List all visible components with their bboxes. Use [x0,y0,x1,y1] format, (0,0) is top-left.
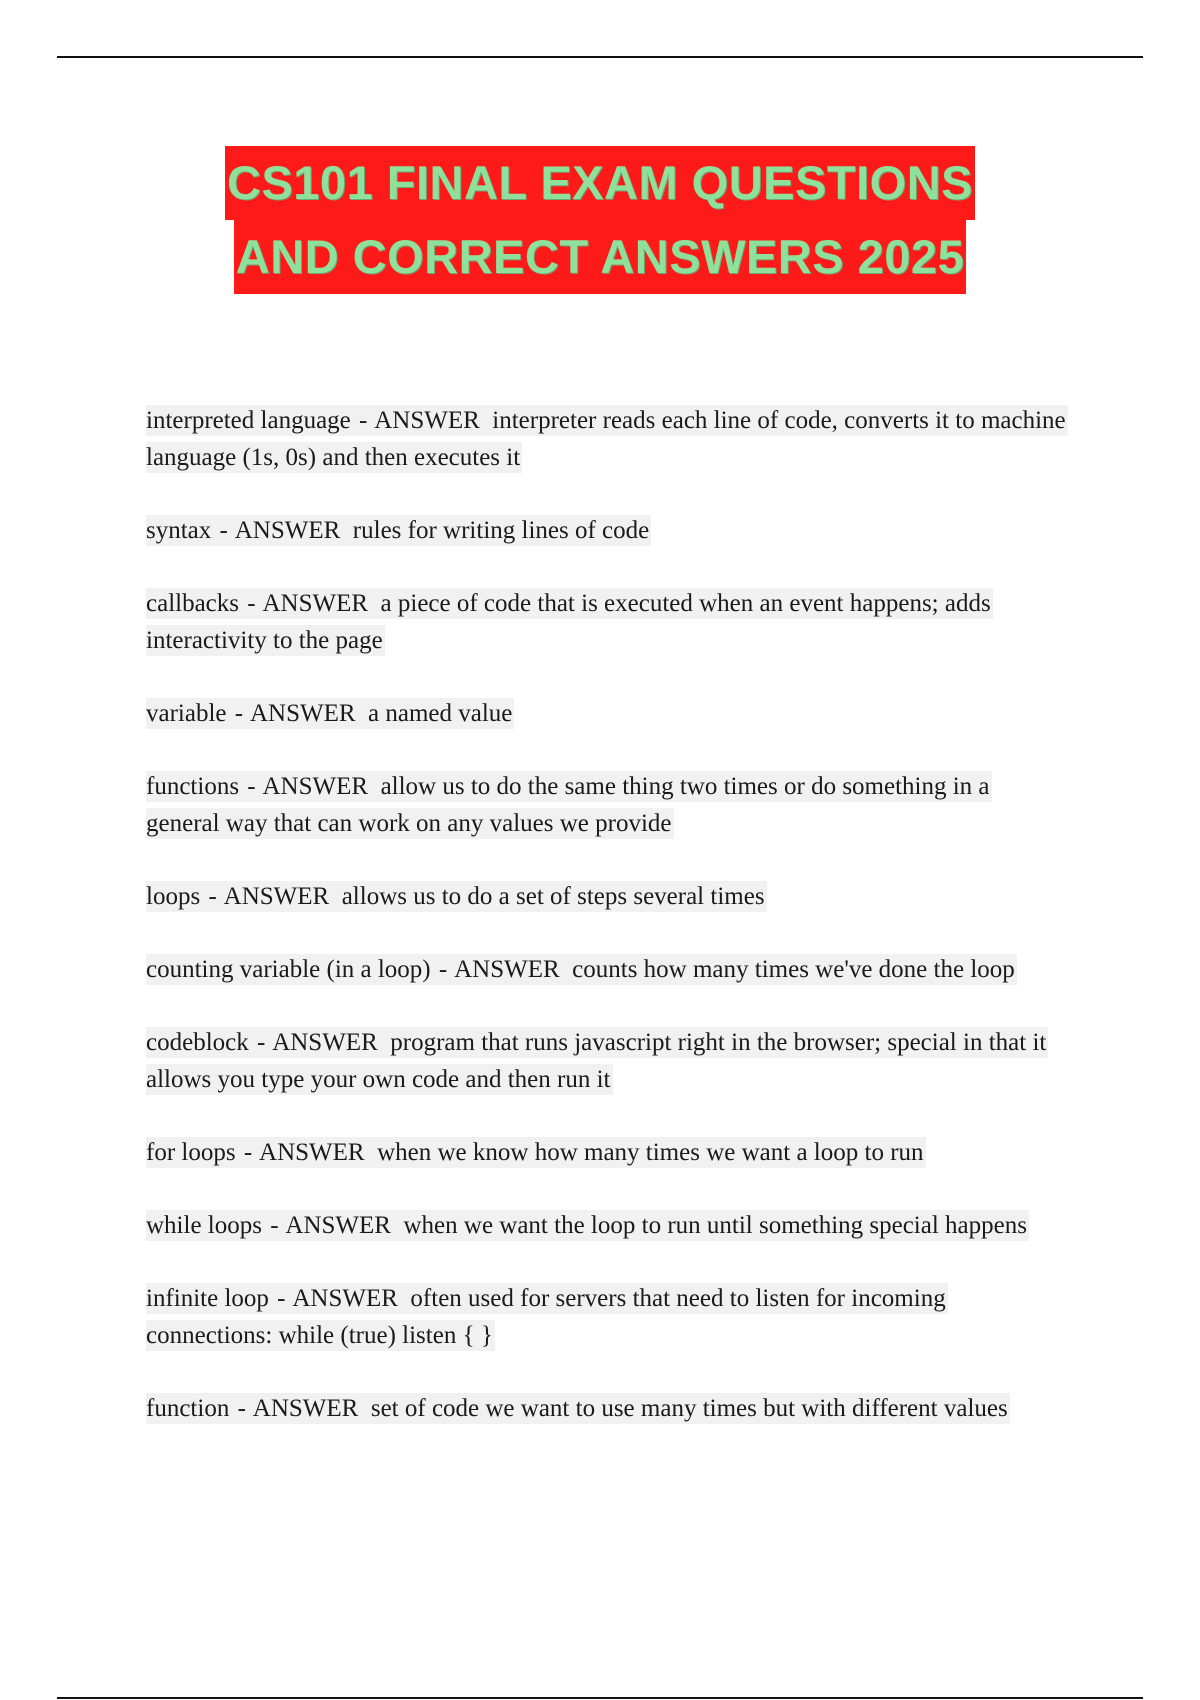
qa-term: counting variable (in a loop) [146,956,431,983]
qa-answer: interpreter reads each line of code, converts it to machine language (1s, 0s) and then executes it [146,407,1066,471]
qa-term: codeblock [146,1029,249,1056]
qa-separator: - [359,407,368,434]
qa-item [146,1024,1066,1098]
qa-term: infinite loop [146,1285,269,1312]
qa-term: callbacks [146,590,240,617]
qa-separator: - [247,590,256,617]
qa-answer-marker: ANSWER [285,1212,391,1239]
qa-item [146,1280,1066,1354]
qa-answer-marker: ANSWER [262,773,369,800]
qa-answer: program that runs javascript right in the browser; special in that it allows you type your own code and then run it [146,1029,1047,1093]
qa-answer: often used for servers that need to listen for incoming connections: while (true) listen { } [146,1285,946,1349]
qa-item [146,951,1066,988]
qa-answer: allow us to do the same thing two times or do something in a general way that can work on any values we provide [146,773,990,837]
qa-separator: - [237,1395,246,1422]
qa-separator: - [234,700,244,727]
qa-separator: - [243,1139,253,1166]
top-rule [57,56,1143,58]
qa-separator: - [208,883,217,910]
qa-separator: - [277,1285,286,1312]
qa-item [146,1134,1066,1171]
qa-answer: counts how many times we've done the loop [572,956,1015,983]
qa-item [146,1207,1066,1244]
qa-term: syntax [146,517,212,544]
title-line-2: AND CORRECT ANSWERS 2025 [234,220,966,294]
qa-term: interpreted language [146,407,351,434]
qa-answer: a piece of code that is executed when an event happens; adds interactivity to the page [146,590,991,654]
qa-separator: - [270,1212,279,1239]
qa-term: loops [146,883,201,910]
qa-answer-marker: ANSWER [272,1029,378,1056]
qa-answer-marker: ANSWER [374,407,480,434]
qa-answer-marker: ANSWER [252,1395,359,1422]
qa-item [146,585,1066,659]
title-line-1: CS101 FINAL EXAM QUESTIONS [225,146,975,220]
qa-item [146,402,1066,476]
qa-item [146,512,1066,549]
qa-answer: rules for writing lines of code [352,517,650,544]
qa-answer: when we want the loop to run until something special happens [403,1212,1027,1239]
qa-answer: a named value [368,700,513,727]
qa-list [146,402,1066,1463]
bottom-rule [57,1697,1143,1699]
qa-answer-marker: ANSWER [234,517,341,544]
qa-separator: - [219,517,228,544]
qa-item [146,1390,1066,1427]
qa-answer: allows us to do a set of steps several times [341,883,765,910]
qa-term: function [146,1395,230,1422]
qa-term: for loops [146,1139,236,1166]
qa-answer-marker: ANSWER [262,590,369,617]
qa-term: functions [146,773,240,800]
qa-answer-marker: ANSWER [454,956,560,983]
qa-item [146,878,1066,915]
qa-answer: set of code we want to use many times but with different values [370,1395,1008,1422]
qa-term: variable [146,700,227,727]
qa-answer: when we know how many times we want a loop to run [377,1139,924,1166]
qa-answer-marker: ANSWER [249,700,356,727]
qa-term: while loops [146,1212,262,1239]
qa-separator: - [438,956,448,983]
qa-item [146,695,1066,732]
qa-answer-marker: ANSWER [292,1285,398,1312]
qa-separator: - [256,1029,266,1056]
qa-answer-marker: ANSWER [223,883,330,910]
document-title [0,146,1200,294]
qa-separator: - [247,773,256,800]
qa-answer-marker: ANSWER [259,1139,365,1166]
qa-item [146,768,1066,842]
